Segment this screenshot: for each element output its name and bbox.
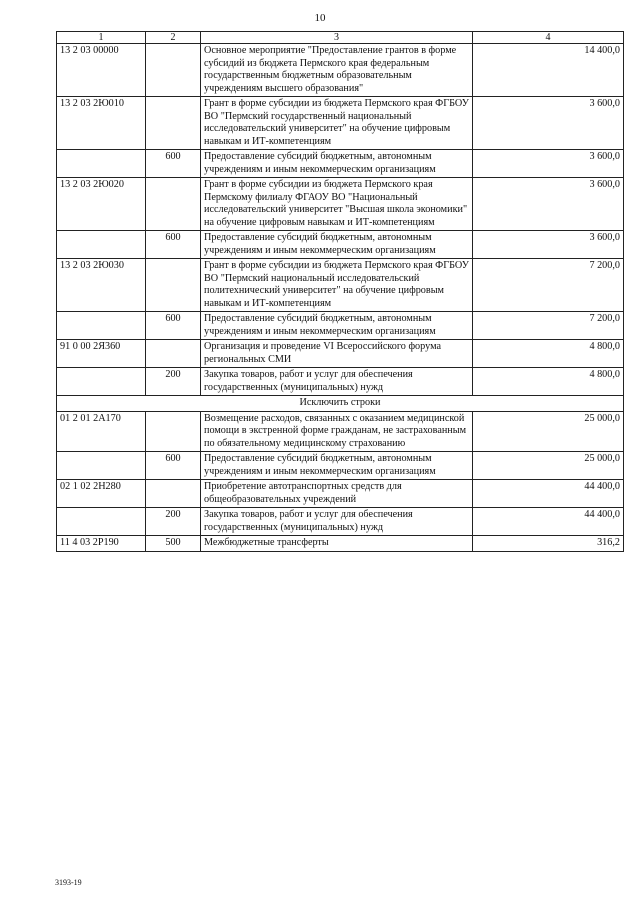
row-description: Грант в форме субсидии из бюджета Пермского края ФГБОУ ВО "Пермский государственный национальный исследовательский университет" на обучение цифровым навыкам и ИТ-компетенциям	[201, 97, 473, 150]
table-header-row	[57, 32, 624, 44]
row-description: Предоставление субсидий бюджетным, автономным учреждениям и иным некоммерческим организациям	[201, 312, 473, 340]
row-expense-type	[146, 178, 201, 231]
row-amount: 3 600,0	[473, 178, 624, 231]
row-expense-type: 600	[146, 312, 201, 340]
row-code: 01 2 01 2А170	[57, 411, 146, 452]
row-description: Возмещение расходов, связанных с оказанием медицинской помощи в экстренной форме гражданам, не застрахованным по обязательному медицинскому страхованию	[201, 411, 473, 452]
row-amount: 3 600,0	[473, 231, 624, 259]
row-description: Предоставление субсидий бюджетным, автономным учреждениям и иным некоммерческим организациям	[201, 452, 473, 480]
row-description: Грант в форме субсидии из бюджета Пермского края ФГБОУ ВО "Пермский национальный исследовательский политехнический университет" на обучение цифровым навыкам и ИТ-компетенциям	[201, 259, 473, 312]
page-number: 10	[314, 12, 326, 24]
row-expense-type	[146, 411, 201, 452]
row-code	[57, 150, 146, 178]
table-row	[57, 44, 624, 97]
column-header-1: 1	[57, 32, 146, 44]
row-code	[57, 231, 146, 259]
row-amount: 316,2	[473, 536, 624, 552]
row-expense-type	[146, 340, 201, 368]
table-row	[57, 259, 624, 312]
column-header-3: 3	[201, 32, 473, 44]
table-row	[57, 97, 624, 150]
row-code: 13 2 03 2Ю030	[57, 259, 146, 312]
row-expense-type: 600	[146, 231, 201, 259]
table-row	[57, 312, 624, 340]
row-expense-type	[146, 44, 201, 97]
row-description: Межбюджетные трансферты	[201, 536, 473, 552]
row-expense-type: 200	[146, 508, 201, 536]
column-header-2: 2	[146, 32, 201, 44]
row-description: Закупка товаров, работ и услуг для обеспечения государственных (муниципальных) нужд	[201, 368, 473, 396]
row-amount: 14 400,0	[473, 44, 624, 97]
row-amount: 25 000,0	[473, 411, 624, 452]
section-title: Исключить строки	[57, 396, 624, 412]
row-amount: 3 600,0	[473, 150, 624, 178]
column-header-4: 4	[473, 32, 624, 44]
row-description: Предоставление субсидий бюджетным, автономным учреждениям и иным некоммерческим организациям	[201, 231, 473, 259]
row-code: 91 0 00 2Я360	[57, 340, 146, 368]
row-code: 13 2 03 00000	[57, 44, 146, 97]
row-description: Приобретение автотранспортных средств для общеобразовательных учреждений	[201, 480, 473, 508]
row-description: Предоставление субсидий бюджетным, автономным учреждениям и иным некоммерческим организациям	[201, 150, 473, 178]
row-amount: 3 600,0	[473, 97, 624, 150]
row-amount: 25 000,0	[473, 452, 624, 480]
row-code	[57, 312, 146, 340]
table-row	[57, 508, 624, 536]
row-amount: 7 200,0	[473, 259, 624, 312]
table-row	[57, 536, 624, 552]
row-expense-type: 500	[146, 536, 201, 552]
row-description: Грант в форме субсидии из бюджета Пермского края Пермскому филиалу ФГАОУ ВО "Национальный исследовательский университет "Высшая школа экономики" на обучение цифровым навыкам и ИТ-компетенциям	[201, 178, 473, 231]
row-description: Закупка товаров, работ и услуг для обеспечения государственных (муниципальных) нужд	[201, 508, 473, 536]
row-code: 13 2 03 2Ю020	[57, 178, 146, 231]
row-amount: 44 400,0	[473, 480, 624, 508]
table-row	[57, 368, 624, 396]
row-description: Организация и проведение VI Всероссийского форума региональных СМИ	[201, 340, 473, 368]
row-code	[57, 452, 146, 480]
section-row	[57, 396, 624, 412]
table-row	[57, 452, 624, 480]
row-expense-type: 600	[146, 452, 201, 480]
row-amount: 4 800,0	[473, 368, 624, 396]
row-amount: 7 200,0	[473, 312, 624, 340]
table-row	[57, 178, 624, 231]
row-expense-type: 200	[146, 368, 201, 396]
table-row	[57, 231, 624, 259]
table-row	[57, 480, 624, 508]
row-description: Основное мероприятие "Предоставление грантов в форме субсидий из бюджета Пермского края федеральным государственным бюджетным образовательным учреждениям высшего образования"	[201, 44, 473, 97]
table-row	[57, 411, 624, 452]
row-expense-type: 600	[146, 150, 201, 178]
row-code	[57, 368, 146, 396]
row-code	[57, 508, 146, 536]
row-code: 02 1 02 2Н280	[57, 480, 146, 508]
row-expense-type	[146, 480, 201, 508]
document-code: 3193-19	[55, 878, 82, 887]
row-expense-type	[146, 97, 201, 150]
row-code: 11 4 03 2Р190	[57, 536, 146, 552]
row-code: 13 2 03 2Ю010	[57, 97, 146, 150]
table-row	[57, 340, 624, 368]
row-expense-type	[146, 259, 201, 312]
budget-table	[56, 31, 624, 552]
table-body	[57, 44, 624, 552]
table-row	[57, 150, 624, 178]
row-amount: 4 800,0	[473, 340, 624, 368]
row-amount: 44 400,0	[473, 508, 624, 536]
